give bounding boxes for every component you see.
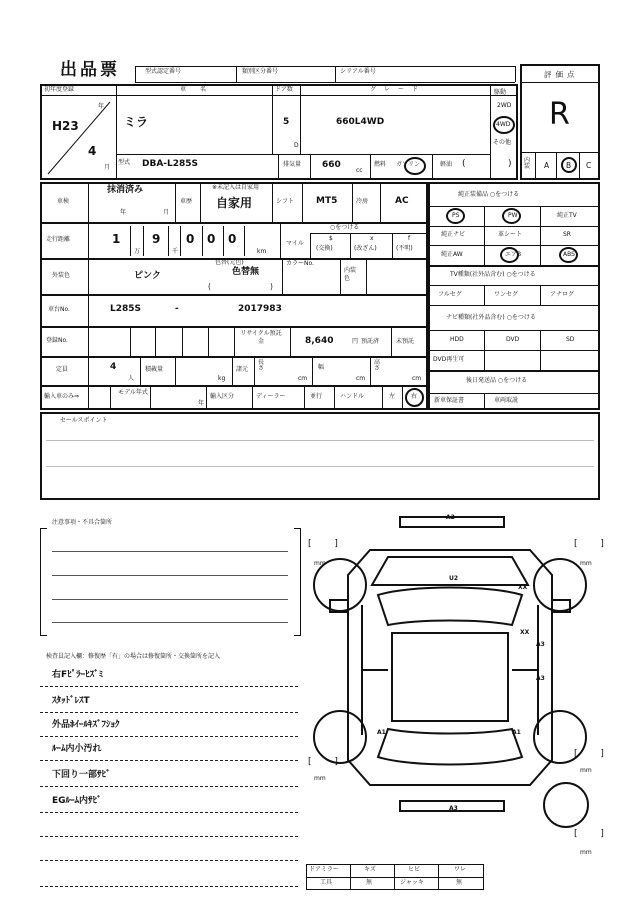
mileage-digit-2: 9 — [152, 232, 161, 246]
tv-analog: アナログ — [550, 291, 575, 298]
displacement-unit: cc — [356, 167, 363, 174]
mileage-label: 走行距離 — [46, 236, 71, 243]
import-dealer: ディーラー — [256, 393, 286, 400]
shift-label: シフト — [276, 198, 295, 205]
color-label: 外装色 — [52, 272, 71, 279]
tools-cell-4: 無 — [456, 879, 463, 886]
exchange-label: (交換) — [316, 245, 333, 252]
length-label: 長さ — [258, 359, 265, 372]
model-year-label: モデル年式 — [118, 389, 148, 396]
repaint-value: 色替無 — [232, 267, 260, 277]
serial-label: シリアル番号 — [340, 68, 376, 75]
equip-pw-circle — [502, 208, 521, 224]
load-label: 積載量 — [145, 366, 164, 373]
navi-hdd: HDD — [450, 336, 464, 343]
first-reg-year: H23 — [52, 119, 79, 133]
tamper-mark: x — [370, 235, 374, 242]
inspector-item-1: 右Fﾋﾟﾗｰﾋｽﾞﾐ — [52, 670, 104, 680]
drive-other: その他 — [493, 139, 512, 146]
mm-bottom-right: mm — [580, 767, 592, 774]
repaint-paren-open: ( — [208, 282, 211, 291]
year-unit: 年 — [98, 103, 105, 110]
history-note: ※未記入は自家用 — [212, 184, 260, 191]
mm-top-left: mm — [314, 560, 326, 567]
equip-airbag-circle — [500, 247, 522, 263]
equip-abs: ABS — [563, 251, 575, 258]
car-name-label: 車名 — [180, 86, 221, 93]
mileage-unit-man: 万 — [134, 248, 141, 255]
capacity-value: 4 — [110, 362, 117, 372]
width-label: 幅 — [318, 364, 325, 371]
import-class-label: 輸入区分 — [210, 393, 235, 400]
interior-label: 内装 — [524, 157, 531, 170]
equip-airbag: エアB — [505, 251, 522, 258]
interior-grade-a: A — [544, 161, 550, 170]
navi-sd: SD — [566, 336, 575, 343]
mileage-circle-note: ○をつける — [330, 224, 360, 231]
width-unit: cm — [356, 375, 366, 382]
tools-header-1: ドアミラー — [309, 866, 339, 873]
notes-bracket-left — [40, 528, 47, 636]
fuel-value: ガソリン — [396, 161, 421, 168]
height-unit: cm — [412, 375, 422, 382]
grade-value: 660L4WD — [336, 117, 385, 127]
mileage-digit-4: 0 — [207, 232, 216, 246]
handle-right-circle — [405, 388, 424, 407]
grade-label: グレード — [370, 86, 427, 93]
history-label: 車歴 — [180, 198, 193, 205]
tools-cell-1: 工具 — [320, 879, 333, 886]
navi-title: ナビ種類(社外品含む) ○をつける — [446, 314, 536, 321]
inspector-item-5: 下回り一部ｻﾋﾞ — [52, 770, 111, 780]
mark-a1-right: A1 — [512, 729, 521, 736]
equip-navi: 純正ナビ — [441, 231, 466, 238]
drive-4wd: 4WD — [496, 121, 511, 128]
sales-point-label: セールスポイント — [60, 417, 108, 424]
registration-label: 登録No. — [46, 337, 68, 344]
light-oil-paren-close: ) — [508, 159, 512, 169]
handle-left: 左 — [389, 393, 396, 400]
load-unit: kg — [218, 375, 226, 382]
inspector-item-2: ｽﾀｯﾄﾞﾚｽT — [52, 696, 90, 706]
interior-grade-b: B — [566, 161, 572, 170]
mark-xx-1: XX — [518, 584, 528, 591]
drive-4wd-circle — [493, 116, 515, 134]
mark-xx-2: XX — [520, 629, 530, 636]
notes-label: 注意事項・不具合箇所 — [52, 519, 113, 526]
interior-b-circle — [561, 157, 577, 173]
doors-label: ドア数 — [275, 86, 293, 93]
color-no-label: カラーNo. — [286, 260, 314, 267]
capacity-label: 定員 — [56, 366, 69, 373]
later-manual: 車両取説 — [494, 397, 519, 404]
shift-value: MT5 — [316, 196, 338, 206]
recycle-not-deposited: 未預託 — [396, 338, 415, 345]
equip-pw: PW — [508, 212, 518, 219]
mark-u2: U2 — [449, 575, 459, 582]
equip-sr: SR — [563, 231, 571, 238]
equipment-title: 純正装備品 ○をつける — [458, 191, 520, 198]
fuel-circle — [404, 157, 426, 175]
height-label: 高さ — [374, 359, 381, 372]
repaint-paren-close: ) — [270, 282, 273, 291]
equip-ps: PS — [452, 212, 460, 219]
form-title: 出品票 — [60, 60, 120, 80]
dims-label: 諸元 — [236, 366, 249, 373]
drive-2wd: 2WD — [497, 102, 512, 109]
door-suffix: D — [294, 142, 299, 149]
doors-value: 5 — [283, 117, 290, 127]
mm-top-right: mm — [580, 560, 592, 567]
later-warranty: 新車保証書 — [434, 397, 465, 404]
tv-title: TV種類(社外品含む) ○をつける — [450, 271, 536, 278]
first-reg-label: 初年度登録 — [44, 86, 75, 93]
sales-point-box — [40, 412, 600, 500]
length-unit: cm — [298, 375, 308, 382]
handle-label: ハンドル — [340, 393, 365, 400]
ac-label: 冷房 — [356, 198, 369, 205]
mm-spare: mm — [580, 849, 592, 856]
chassis-label: 車台No. — [48, 306, 70, 313]
mileage-digit-5: 0 — [228, 232, 237, 246]
mark-a3-2: A3 — [536, 675, 545, 682]
mm-bottom-left: mm — [314, 775, 326, 782]
dvd-play: DVD再生可 — [433, 356, 465, 363]
fuel-label: 燃料 — [374, 161, 387, 168]
equip-abs-circle — [559, 247, 578, 263]
tv-fullseg: フルセグ — [438, 291, 462, 298]
interior-grade-c: C — [586, 161, 592, 170]
chassis-prefix: L285S — [110, 304, 142, 314]
equip-ps-circle — [446, 208, 465, 224]
mark-a1-left: A1 — [377, 729, 386, 736]
capacity-unit: 人 — [128, 375, 135, 382]
mark-a3-3: A3 — [449, 805, 458, 812]
import-label: 輸入車のみ⇒ — [44, 393, 80, 400]
navi-dvd: DVD — [506, 336, 520, 343]
inspector-label: 検査員記入欄：修復歴「有」の場合は修復箇所・交換箇所を記入 — [46, 653, 221, 660]
equip-aw: 純正AW — [441, 251, 463, 258]
recycle-unit: 円 — [352, 338, 359, 345]
category-number-label: 類別区分番号 — [242, 68, 279, 75]
color-value: ピンク — [134, 271, 161, 281]
tools-cell-3: ジャッキ — [400, 879, 424, 886]
mileage-unit-sen: 千 — [172, 248, 179, 255]
displacement-label: 排気量 — [283, 161, 302, 168]
unknown-label: (不明) — [396, 245, 413, 252]
mileage-unit-km: km — [257, 248, 267, 255]
recycle-value: 8,640 — [305, 336, 334, 346]
recycle-deposited: 預託済 — [361, 338, 380, 345]
mile-label: マイル — [286, 240, 304, 247]
tools-header-2: キズ — [364, 866, 376, 873]
exchange-mark: $ — [329, 235, 333, 242]
later-title: 後日発送品 ○をつける — [466, 377, 528, 384]
tv-oneseg: ワンセグ — [494, 291, 519, 298]
mark-a3-1: A3 — [536, 641, 545, 648]
mark-a2: A2 — [446, 514, 455, 521]
drive-label: 駆動 — [494, 89, 507, 96]
model-label: 型式 — [118, 159, 131, 166]
inspection-year-unit: 年 — [120, 209, 127, 216]
inspector-item-3: 外品ﾎｲｰﾙｷｽﾞﾌｼｮｸ — [52, 720, 120, 730]
repaint-label: 色替(元色) — [215, 259, 244, 266]
light-oil-paren-open: ( — [462, 159, 466, 169]
inspector-item-6: EGﾙｰﾑ内ｻﾋﾞ — [52, 796, 102, 806]
rating-value: R — [549, 97, 570, 132]
mileage-digit-3: 0 — [186, 232, 195, 246]
history-value: 自家用 — [216, 196, 253, 210]
inspection-label: 車検 — [57, 198, 70, 205]
recycle-label: リサイクル預託金 — [240, 330, 282, 345]
inspection-value: 抹消済み — [107, 185, 144, 195]
handle-right: 右 — [411, 393, 418, 400]
chassis-number: 2017983 — [238, 304, 282, 314]
tamper-label: (改ざん) — [354, 245, 377, 252]
first-reg-month: 4 — [88, 144, 97, 158]
light-oil: 軽油 — [440, 161, 453, 168]
interior-color-label: 内装色 — [344, 267, 357, 282]
unknown-mark: f — [408, 235, 411, 242]
model-year-unit: 年 — [198, 400, 205, 407]
tools-cell-2: 無 — [366, 879, 373, 886]
equip-tv: 純正TV — [557, 212, 577, 219]
model-designation-label: 型式認定番号 — [145, 68, 182, 75]
tools-header-3: ヒビ — [408, 866, 421, 873]
displacement-value: 660 — [322, 160, 341, 170]
equip-leather: 革シート — [498, 231, 523, 238]
car-name-value: ミラ — [124, 115, 149, 129]
mileage-digit-1: 1 — [112, 232, 121, 246]
chassis-dash: - — [175, 304, 179, 314]
rating-label: 評価点 — [544, 70, 579, 79]
inspector-item-4: ﾙｰﾑ内小汚れ — [52, 744, 102, 754]
ac-value: AC — [395, 196, 409, 206]
car-damage-diagram — [300, 505, 600, 855]
import-parallel: 並行 — [310, 393, 323, 400]
tools-header-4: ワレ — [454, 866, 467, 873]
model-value: DBA-L285S — [142, 159, 199, 169]
month-unit: 月 — [104, 164, 111, 171]
inspection-month-unit: 月 — [163, 209, 170, 216]
